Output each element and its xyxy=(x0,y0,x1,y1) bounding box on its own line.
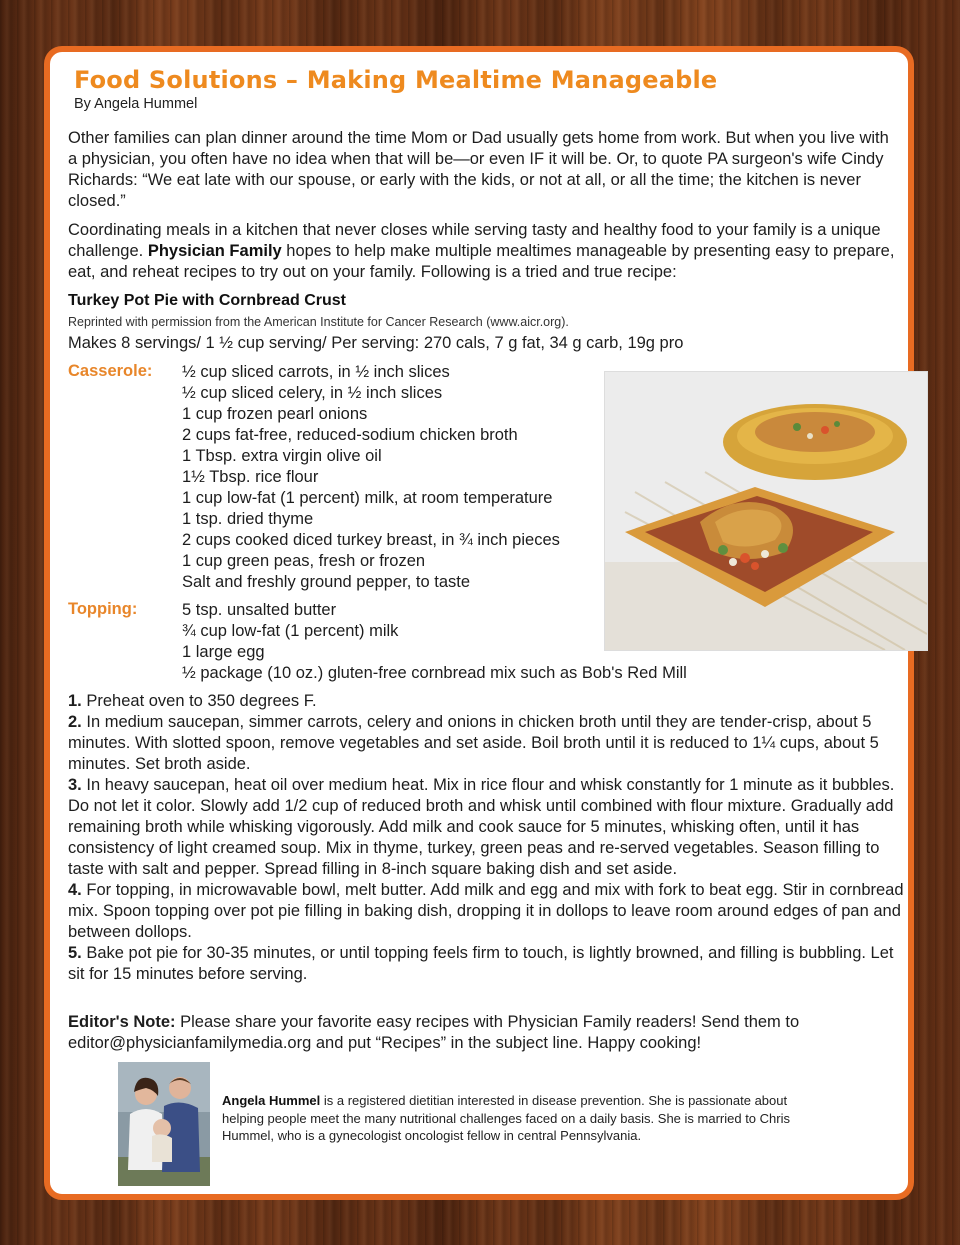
ingredient-item: 1 cup low-fat (1 percent) milk, at room temperature xyxy=(182,489,553,507)
step-item xyxy=(68,943,904,985)
ingredient-item: 1½ Tbsp. rice flour xyxy=(182,468,319,486)
article-title: Food Solutions – Making Mealtime Manageable xyxy=(74,66,718,94)
pot-pie-illustration xyxy=(605,372,927,650)
author-bio xyxy=(222,1092,822,1145)
pot-pie-photo xyxy=(604,371,928,651)
editors-note-label: Editor's Note: xyxy=(68,1013,176,1031)
ingredient-item: 1 cup green peas, fresh or frozen xyxy=(182,552,426,570)
author-photo xyxy=(118,1062,210,1186)
author-name: Angela Hummel xyxy=(222,1093,321,1108)
step-text: In heavy saucepan, heat oil over medium heat. Mix in rice flour and whisk constantly for 1 minute as it bubbles. Do not let it color. Slowly add 1/2 cup of reduced broth and whisk until combined with flour mixture. Gradually add remaining broth while whisking vigorously. Add milk and cook sauce for 5 minutes, whisking often, until it has consistency of light creamed soup. Mix in thyme, turkey, green peas and re-served vegetables. Season filling to taste with salt and pepper. Spread filling in 8-inch square baking dish and set aside. xyxy=(68,776,895,878)
author-photo-illustration xyxy=(118,1062,210,1186)
editors-note xyxy=(68,1012,898,1054)
step-item xyxy=(68,712,904,775)
article-card xyxy=(44,46,914,1200)
casserole-ingredients xyxy=(182,362,560,593)
intro-paragraph-2 xyxy=(68,220,898,283)
step-number: 1. xyxy=(68,692,82,710)
step-item xyxy=(68,691,904,712)
step-item xyxy=(68,775,904,880)
reprint-note: Reprinted with permission from the American Institute for Cancer Research (www.aicr.org). xyxy=(68,315,569,329)
step-text: Bake pot pie for 30-35 minutes, or until topping feels firm to touch, is lightly browned, and filling is bubbling. Let sit for 15 minutes before serving. xyxy=(68,944,894,983)
ingredient-item: 1 Tbsp. extra virgin olive oil xyxy=(182,447,382,465)
publication-name: Physician Family xyxy=(147,242,282,260)
intro-p2-start: Coordinating meals in a kitchen that never closes while serving tasty and healthy food to your family is a unique challenge. xyxy=(68,221,881,260)
recipe-title: Turkey Pot Pie with Cornbread Crust xyxy=(68,292,346,309)
step-number: 5. xyxy=(68,944,82,962)
ingredient-item: ½ cup sliced celery, in ½ inch slices xyxy=(182,384,443,402)
ingredient-item: ½ package (10 oz.) gluten-free cornbread mix such as Bob's Red Mill xyxy=(182,664,687,682)
servings-info: Makes 8 servings/ 1 ½ cup serving/ Per serving: 270 cals, 7 g fat, 34 g carb, 19g pro xyxy=(68,334,684,352)
step-number: 3. xyxy=(68,776,82,794)
step-number: 2. xyxy=(68,713,82,731)
ingredient-item: 1 large egg xyxy=(182,643,265,661)
recipe-steps xyxy=(68,691,904,985)
ingredient-item: 1 tsp. dried thyme xyxy=(182,510,314,528)
article-byline: By Angela Hummel xyxy=(74,96,198,112)
editors-note-text: Please share your favorite easy recipes with Physician Family readers! Send them to editor@physicianfamilymedia.org and put “Recipes” in the subject line. Happy cooking! xyxy=(68,1013,800,1052)
step-text: In medium saucepan, simmer carrots, celery and onions in chicken broth until they are tender-crisp, about 5 minutes. With slotted spoon, remove vegetables and set aside. Boil broth until it is reduced to 1¼ cups, about 5 minutes. Set broth aside. xyxy=(68,713,879,773)
ingredient-item: 2 cups fat-free, reduced-sodium chicken broth xyxy=(182,426,518,444)
ingredient-item: ¾ cup low-fat (1 percent) milk xyxy=(182,622,399,640)
ingredient-item: 1 cup frozen pearl onions xyxy=(182,405,368,423)
ingredient-item: Salt and freshly ground pepper, to taste xyxy=(182,573,471,591)
step-text: Preheat oven to 350 degrees F. xyxy=(86,692,317,710)
intro-p2-end: hopes to help make multiple mealtimes manageable by presenting easy to prepare, eat, and reheat recipes to try out on your family. Following is a tried and true recipe: xyxy=(68,242,895,281)
intro-paragraph-1: Other families can plan dinner around the time Mom or Dad usually gets home from work. But when you live with a physician, you often have no idea when that will be—or even IF it will be. Or, to quote PA surgeon's wife Cindy Richards: “We eat late with our spouse, or early with the kids, or not at all, or all the time; the kitchen is never closed.” xyxy=(68,129,889,210)
ingredient-item: ½ cup sliced carrots, in ½ inch slices xyxy=(182,363,450,381)
step-text: For topping, in microwavable bowl, melt butter. Add milk and egg and mix with fork to beat egg. Stir in cornbread mix. Spoon topping over pot pie filling in baking dish, dropping it in dollops to leave room around edges of pan and between dollops. xyxy=(68,881,904,941)
step-item xyxy=(68,880,904,943)
ingredient-item: 2 cups cooked diced turkey breast, in ¾ inch pieces xyxy=(182,531,560,549)
casserole-label: Casserole: xyxy=(68,362,153,380)
ingredient-item: 5 tsp. unsalted butter xyxy=(182,601,337,619)
topping-label: Topping: xyxy=(68,600,138,618)
step-number: 4. xyxy=(68,881,82,899)
author-bio-text: is a registered dietitian interested in disease prevention. She is passionate about helping people meet the many nutritional challenges faced on a daily basis. She is married to Chris Hummel, who is a gynecologist oncologist fellow in central Pennsylvania. xyxy=(222,1093,790,1143)
